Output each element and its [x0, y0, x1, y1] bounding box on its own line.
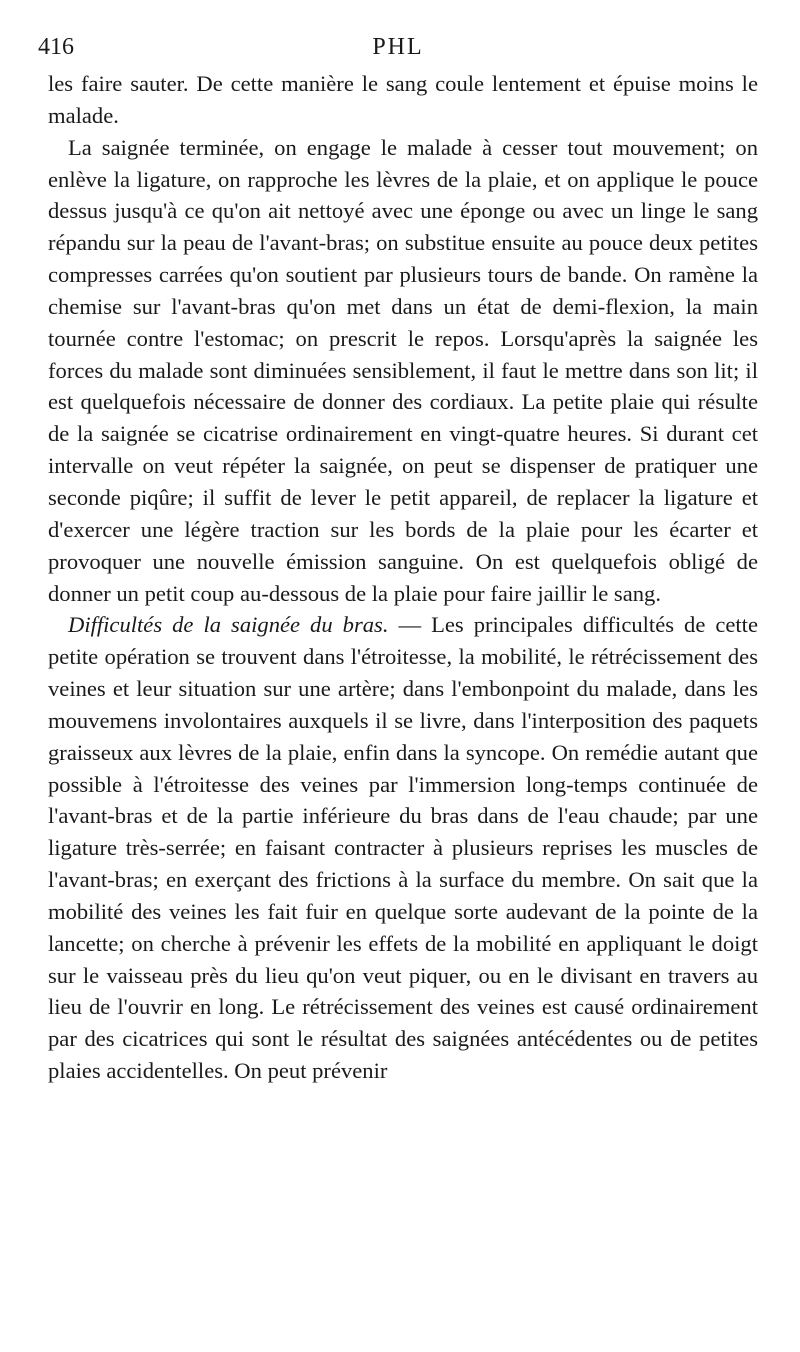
body-text — [48, 68, 758, 1087]
paragraph-text: La saignée terminée, on engage le malade à cesser tout mouvement; on enlève la ligature, on rapproche les lèvres de la plaie, et on applique le pouce dessus jusqu'à ce qu'on ait nettoyé avec une éponge ou avec un linge le sang répandu sur la peau de l'avant-bras; on substitue ensuite au pouce deux petites compresses carrées qu'on soutient par plusieurs tours de bande. On ramène la chemise sur l'avant-bras qu'on met dans un état de demi-flexion, la main tournée contre l'estomac; on prescrit le repos. Lorsqu'après la saignée les forces du malade sont diminuées sensiblement, il faut le mettre dans son lit; il est quelquefois nécessaire de donner des cordiaux. La petite plaie qui résulte de la saignée se cicatrise ordinairement en vingt-quatre heures. Si durant cet intervalle on veut répéter la saignée, on peut se dispenser de pratiquer une seconde piqûre; il suffit de lever le petit appareil, de replacer la ligature et d'exercer une légère traction sur les bords de la plaie pour les écarter et provoquer une nouvelle émission sanguine. On est quelquefois obligé de donner un petit coup au-dessous de la plaie pour faire jaillir le sang. — [48, 134, 758, 606]
paragraph-text: — Les principales difficultés de cette petite opération se trouvent dans l'étroitesse, la mobilité, le rétrécissement des veines et leur situation sur une artère; dans l'embonpoint du malade, dans les mouvemens involontaires auxquels il se livre, dans l'interposition des paquets graisseux aux lèvres de la plaie, enfin dans la syncope. On remédie autant que possible à l'étroitesse des veines par l'immersion long-temps continuée de l'avant-bras et de la partie inférieure du bras dans de l'eau chaude; par une ligature très-serrée; en faisant contracter à plusieurs reprises les muscles de l'avant-bras; en exerçant des frictions à la surface du membre. On sait que la mobilité des veines les fait fuir en quelque sorte audevant de la pointe de la lancette; on cherche à prévenir les effets de la mobilité en appliquant le doigt sur le vaisseau près du lieu qu'on veut piquer, ou en le divisant en travers au lieu de l'ouvrir en long. Le rétrécissement des veines est causé ordinairement par des cicatrices qui sont le résultat des saignées antécédentes ou de petites plaies accidentelles. On peut prévenir — [48, 612, 758, 1084]
running-header — [38, 30, 758, 64]
paragraph-continuation — [48, 68, 758, 132]
paragraph-difficulties — [48, 609, 758, 1087]
section-heading: Difficultés de la saignée du bras. — [68, 612, 389, 638]
paragraph-text: les faire sauter. De cette manière le sang coule lentement et épuise moins le malade. — [48, 71, 758, 128]
page-number: 416 — [38, 34, 74, 60]
paragraph-dressing — [48, 132, 758, 610]
running-title: PHL — [372, 34, 424, 60]
